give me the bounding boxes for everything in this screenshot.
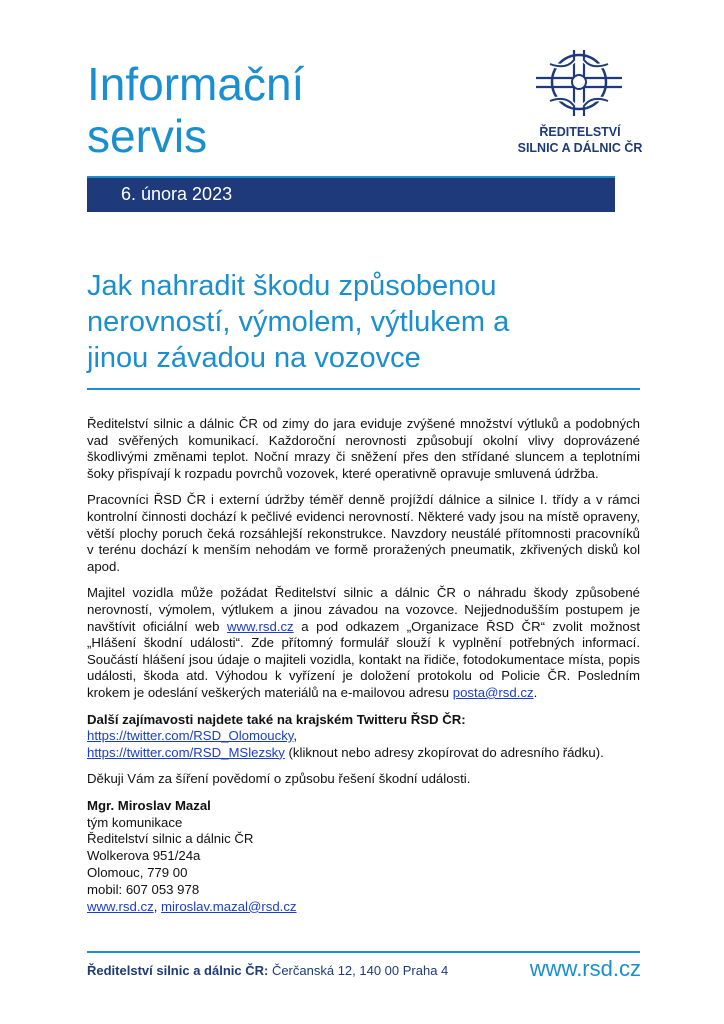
footer-address <box>87 963 448 978</box>
headline-divider <box>87 388 640 390</box>
article-body <box>87 416 640 915</box>
signature-mobile: mobil: 607 053 978 <box>87 881 200 897</box>
title-line-2: servis <box>87 110 208 162</box>
signature-name: Mgr. Miroslav Mazal <box>87 797 211 813</box>
issue-date: 6. února 2023 <box>121 184 233 204</box>
paragraph-3-text-b: a pod odkazem „Organizace ŘSD ČR“ zvolit možnost „Hlášení škodní události“. Zde přítomný formulář slouží k vyplnění potřebných informací. Součástí hlášení jsou údaje o majiteli vozidla, kontakt na řidiče, fotodokumentace místa, popis události, škoda atd. Výhodou k vyřízení je doložení protokolu od Policie ČR. Posledním krokem je odeslání veškerých materiálů na e-mailovou adresu <box>87 618 640 700</box>
rsd-web-link[interactable]: www.rsd.cz <box>226 618 294 634</box>
twitter-heading: Další zajímavosti najdete také na krajském Twitteru ŘSD ČR: <box>87 711 466 727</box>
signature-org: Ředitelství silnic a dálnic ČR <box>87 831 254 847</box>
thanks-text: Děkuji Vám za šíření povědomí o způsobu řešení škodní události. <box>87 771 471 787</box>
paragraph-2: Pracovníci ŘSD ČR i externí údržby téměř denně projíždí dálnice a silnice I. třídy a v rámci kontrolní činnosti dochází k pečlivé evidenci nerovností. Některé vady jsou na místě opraveny, větší plochy poruch čeká rozsáhlejší rekonstrukce. Navzdory neustálé přítomnosti pracovníků v terénu dochází k menším nehodám ve formě proražených pneumatik, zkřivených disků kol apod. <box>87 492 640 574</box>
paragraph-3-end: . <box>533 684 538 700</box>
paragraph-1: Ředitelství silnic a dálnic ČR od zimy do jara eviduje zvýšené množství výtluků a podobných vad svěřených komunikací. Každoroční nerovnosti způsobují okolní vlivy doprovázené škodlivými změnami teplot. Noční mrazy či sněžení přes den střídané sluncem a teplotními šoky přispívají k rozpadu povrchů vozovek, které operativně opravuje smluvená údržba. <box>87 416 640 481</box>
footer-web-link[interactable]: www.rsd.cz <box>529 956 641 981</box>
twitter-note: (kliknout nebo adresy zkopírovat do adresního řádku). <box>284 744 604 760</box>
date-bar <box>87 176 615 212</box>
signature-email-link[interactable]: miroslav.mazal@rsd.cz <box>161 898 297 914</box>
paragraph-3-text-a: Majitel vozidla může požádat Ředitelství silnic a dálnic ČR o náhradu škody způsobené nerovností, výmolem, výtlukem a jinou závadou na vozovce. Nejjednodušším postupem je navštívit oficiální web <box>87 585 640 634</box>
twitter-mslezsky-link[interactable]: https://twitter.com/RSD_MSlezsky <box>87 744 285 760</box>
page-title <box>87 58 304 162</box>
twitter-separator: , <box>293 728 298 744</box>
footer-street: Čerčanská 12, 140 00 Praha 4 <box>268 963 449 978</box>
footer-org: Ředitelství silnic a dálnic ČR: <box>87 963 269 978</box>
article-headline <box>87 268 647 376</box>
twitter-olomoucky-link[interactable]: https://twitter.com/RSD_Olomoucky <box>87 728 294 744</box>
rsd-logo-text <box>510 124 650 156</box>
signature-web-link[interactable]: www.rsd.cz <box>87 898 154 914</box>
logo-line-1: ŘEDITELSTVÍ <box>539 125 621 139</box>
signature-links <box>87 899 640 916</box>
logo-line-2: SILNIC A DÁLNIC ČR <box>517 141 643 155</box>
rsd-logo-icon <box>536 50 622 116</box>
headline-line-2: nerovností, výmolem, výtlukem a <box>87 306 510 338</box>
footer-divider <box>87 951 640 953</box>
title-line-1: Informační <box>87 58 305 110</box>
headline-line-1: Jak nahradit škodu způsobenou <box>87 270 497 302</box>
signature-block <box>87 798 640 916</box>
signature-separator: , <box>153 898 162 914</box>
paragraph-3 <box>87 585 640 701</box>
headline-line-3: jinou závadou na vozovce <box>87 342 421 374</box>
signature-street: Wolkerova 951/24a <box>87 848 201 864</box>
posta-email-link[interactable]: posta@rsd.cz <box>452 684 534 700</box>
signature-team: tým komunikace <box>87 814 183 830</box>
twitter-block <box>87 712 640 762</box>
signature-city: Olomouc, 779 00 <box>87 865 188 881</box>
